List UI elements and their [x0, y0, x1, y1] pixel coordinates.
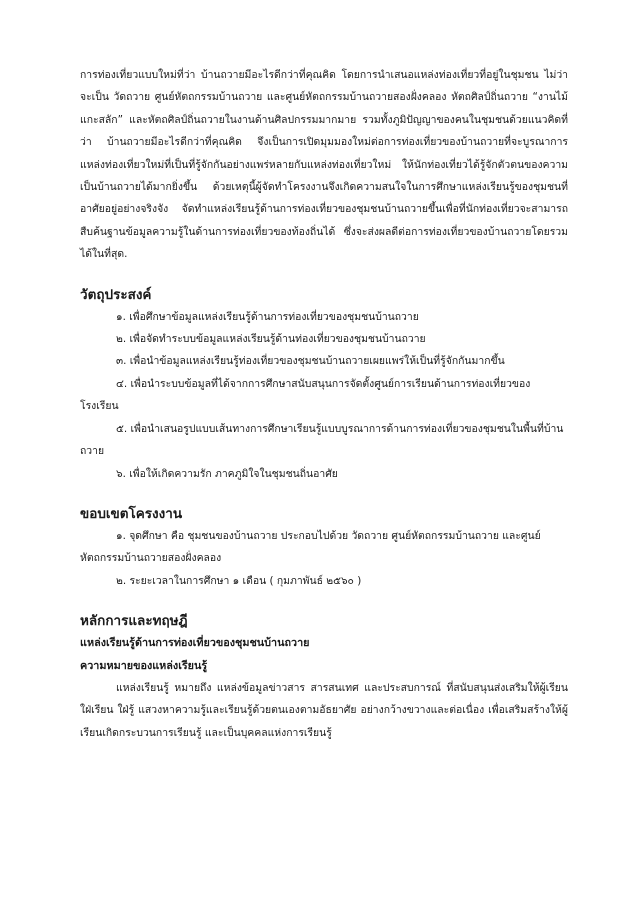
scope-list [80, 525, 568, 592]
theory-heading: หลักการและทฤษฎี [80, 613, 188, 630]
objective-item-5: ๕. เพื่อนำเสนอรูปแบบเส้นทางการศึกษาเรียนรู้แบบบูรณาการด้านการท่องเที่ยวของชุมชนในพื้นที่บ้านถวาย [80, 422, 564, 458]
spacer [80, 485, 568, 503]
objectives-list [80, 306, 568, 485]
theory-paragraph: แหล่งเรียนรู้ หมายถึง แหล่งข้อมูลข่าวสาร สารสนเทศ และประสบการณ์ ที่สนับสนุนส่งเสริมให้ผู้เรียน ใฝ่เรียน ใฝ่รู้ แสวงหาความรู้และเรียนรู้ด้วยตนเองตามอัธยาศัย อย่างกว้างขวางและต่อเนื่อง เพื่อเสริมสร้างให้ผู้เรียนเกิดกระบวนการเรียนรู้ และเป็นบุคคลแห่งการเรียนรู้ [80, 681, 568, 739]
objective-item-1: ๑. เพื่อศึกษาข้อมูลแหล่งเรียนรู้ด้านการท่องเที่ยวของชุมชนบ้านถวาย [116, 310, 419, 323]
objective-item-3: ๓. เพื่อนำข้อมูลแหล่งเรียนรู้ท่องเที่ยวของชุมชนบ้านถวายเผยแพร่ให้เป็นที่รู้จักกันมากขึ้น [116, 355, 505, 368]
objective-item-6: ๖. เพื่อให้เกิดความรัก ภาคภูมิใจในชุมชนถิ่นอาศัย [116, 467, 338, 480]
scope-item-2: ๒. ระยะเวลาในการศึกษา ๑ เดือน ( กุมภาพันธ์ ๒๕๖๐ ) [116, 574, 362, 587]
theory-subheading-learning-sources: แหล่งเรียนรู้ด้านการท่องเที่ยวของชุมชนบ้านถวาย [80, 636, 310, 650]
document-page [80, 64, 568, 744]
spacer [80, 592, 568, 610]
scope-item-1: ๑. จุดศึกษา คือ ชุมชนของบ้านถวาย ประกอบไปด้วย วัดถวาย ศูนย์หัตถกรรมบ้านถวาย และศูนย์หัตถกรรมบ้านถวายสองฝั่งคลอง [80, 529, 541, 565]
intro-paragraph: การท่องเที่ยวแบบใหม่ที่ว่า บ้านถวายมีอะไรดีกว่าที่คุณคิด โดยการนำเสนอแหล่งท่องเที่ยวที่อยู่ในชุมชน ไม่ว่าจะเป็น วัดถวาย ศูนย์หัตถกรรมบ้านถวาย และศูนย์หัตถกรรมบ้านถวายสองฝั่งคลอง หัตถศิลป์ถิ่นถวาย “งานไม้แกะสลัก” และหัตถศิลป์ถิ่นถวายในงานด้านศิลปกรรมมากมาย รวมทั้งภูมิปัญญาของคนในชุมชนด้วยแนวคิดที่ว่า บ้านถวายมีอะไรดีกว่าที่คุณคิด จึงเป็นการเปิดมุมมองใหม่ต่อการท่องเที่ยวของบ้านถวายที่จะบูรณาการแหล่งท่องเที่ยวใหม่ที่เป็นที่รู้จักกันอย่างแพร่หลายกับแหล่งท่องเที่ยวใหม่ ให้นักท่องเที่ยวได้รู้จักตัวตนของความเป็นบ้านถวายได้มากยิ่งขึ้น ด้วยเหตุนี้ผู้จัดทำโครงงานจึงเกิดความสนใจในการศึกษาแหล่งเรียนรู้ของชุมชนที่อาศัยอยู่อย่างจริงจัง จัดทำแหล่งเรียนรู้ด้านการท่องเที่ยวของชุมชนบ้านถวายขึ้นเพื่อที่นักท่องเที่ยวจะสามารถสืบค้นฐานข้อมูลความรู้ในด้านการท่องเที่ยวของท้องถิ่นได้ ซึ่งจะส่งผลดีต่อการท่องเที่ยวของบ้านถวายโดยรวมได้ในที่สุด. [80, 69, 568, 261]
objective-item-2: ๒. เพื่อจัดทำระบบข้อมูลแหล่งเรียนรู้ด้านท่องเที่ยวของชุมชนบ้านถวาย [116, 333, 426, 346]
spacer [80, 266, 568, 284]
scope-heading: ขอบเขตโครงงาน [80, 505, 183, 522]
theory-subheading-definition: ความหมายของแหล่งเรียนรู้ [80, 658, 208, 672]
objective-item-4: ๔. เพื่อนำระบบข้อมูลที่ได้จากการศึกษาสนับสนุนการจัดตั้งศูนย์การเรียนด้านการท่องเที่ยวของโรงเรียน [80, 377, 531, 413]
objectives-heading: วัตถุประสงค์ [80, 286, 152, 303]
